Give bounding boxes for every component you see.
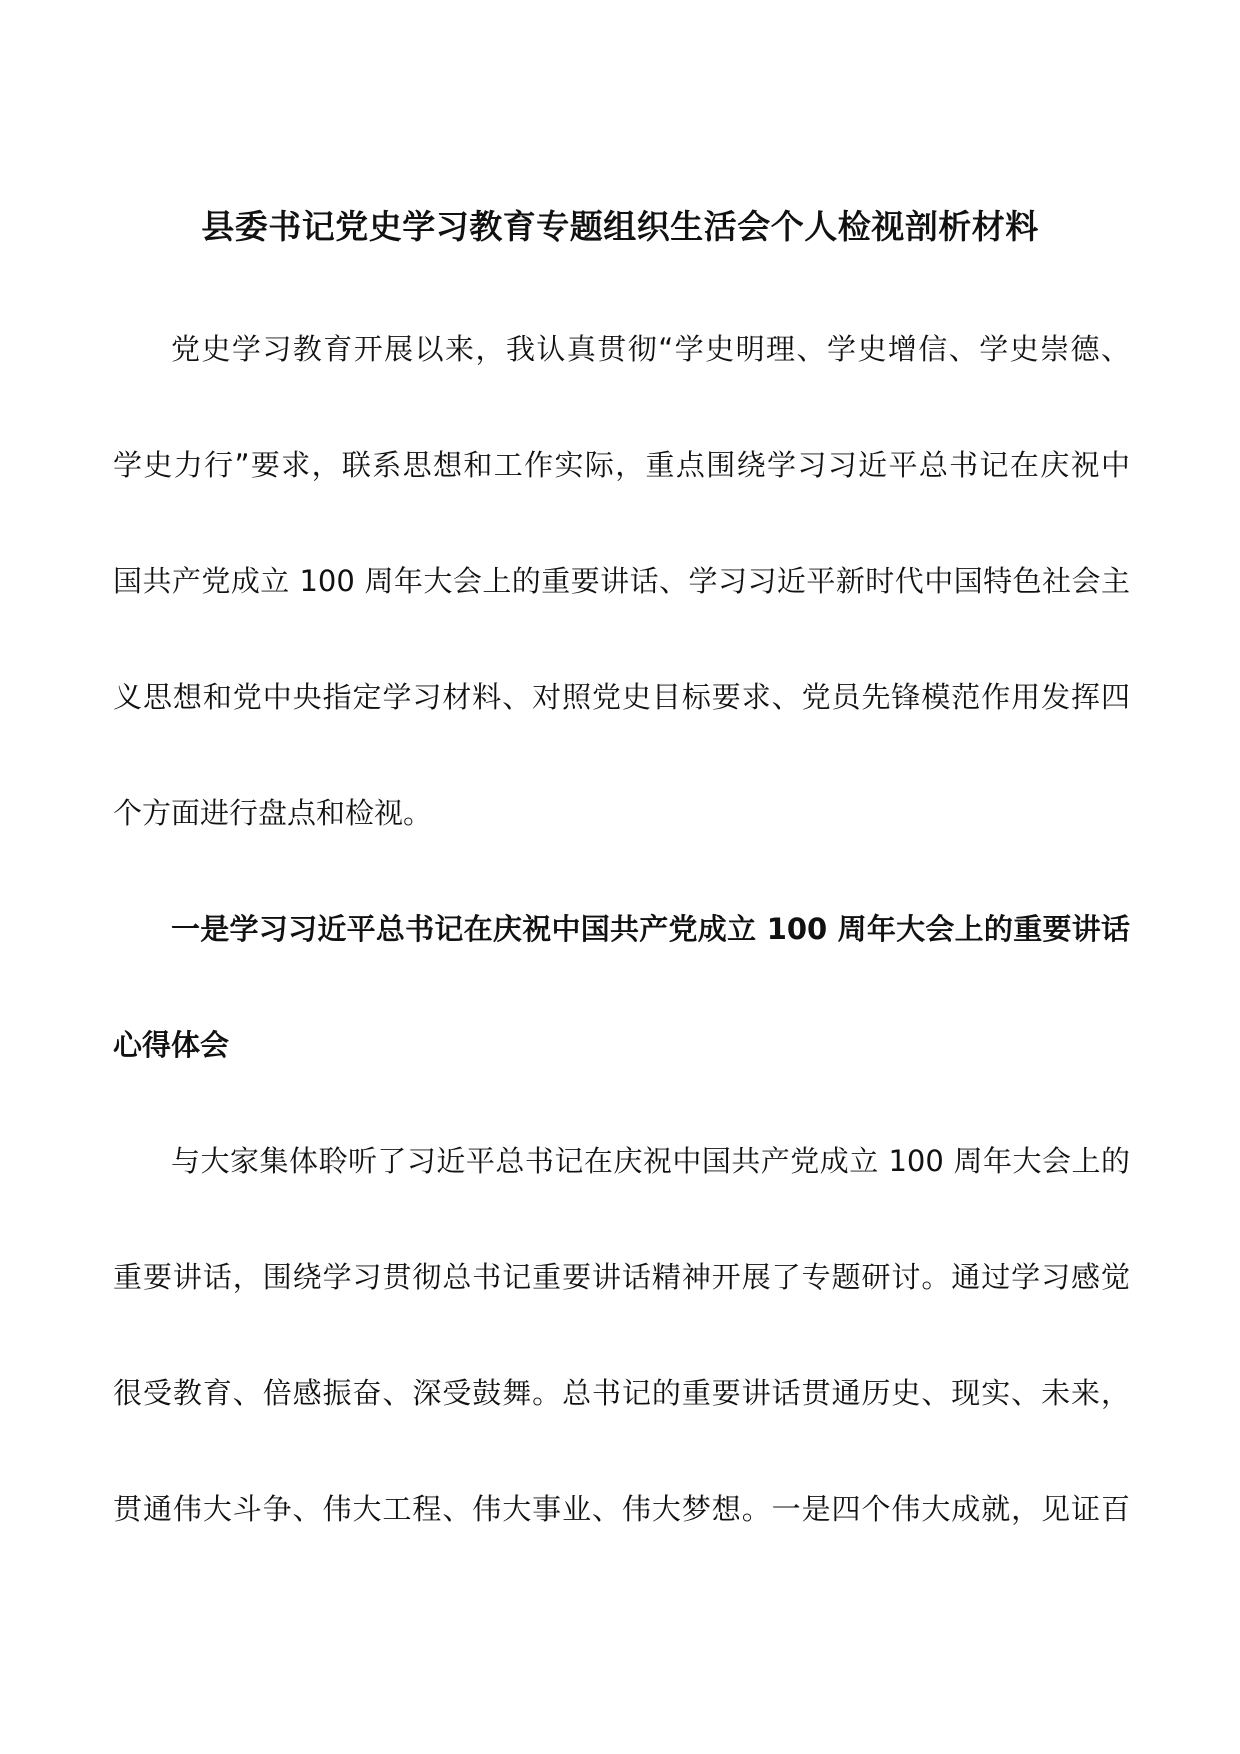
paragraph-1-line-4: 义思想和党中央指定学习材料、对照党史目标要求、党员先锋模范作用发挥四 bbox=[113, 680, 1130, 714]
paragraph-2-line-4: 贯通伟大斗争、伟大工程、伟大事业、伟大梦想。一是四个伟大成就，见证百 bbox=[113, 1492, 1130, 1526]
paragraph-1-line-1: 党史学习教育开展以来，我认真贯彻“学史明理、学史增信、学史崇德、 bbox=[171, 332, 1130, 366]
paragraph-1-line-5: 个方面进行盘点和检视。 bbox=[113, 796, 433, 830]
document-title: 县委书记党史学习教育专题组织生活会个人检视剖析材料 bbox=[201, 207, 1039, 246]
paragraph-2-line-1: 与大家集体聆听了习近平总书记在庆祝中国共产党成立 100 周年大会上的 bbox=[171, 1144, 1130, 1178]
section-heading-line-1: 一是学习习近平总书记在庆祝中国共产党成立 100 周年大会上的重要讲话 bbox=[171, 912, 1130, 946]
section-heading-line-2: 心得体会 bbox=[113, 1028, 230, 1062]
paragraph-2-line-2: 重要讲话，围绕学习贯彻总书记重要讲话精神开展了专题研讨。通过学习感觉 bbox=[113, 1260, 1130, 1294]
paragraph-2-line-3: 很受教育、倍感振奋、深受鼓舞。总书记的重要讲话贯通历史、现实、未来， bbox=[113, 1376, 1130, 1410]
paragraph-1-line-2: 学史力行”要求，联系思想和工作实际，重点围绕学习习近平总书记在庆祝中 bbox=[113, 448, 1130, 482]
paragraph-1-line-3: 国共产党成立 100 周年大会上的重要讲话、学习习近平新时代中国特色社会主 bbox=[113, 564, 1130, 598]
